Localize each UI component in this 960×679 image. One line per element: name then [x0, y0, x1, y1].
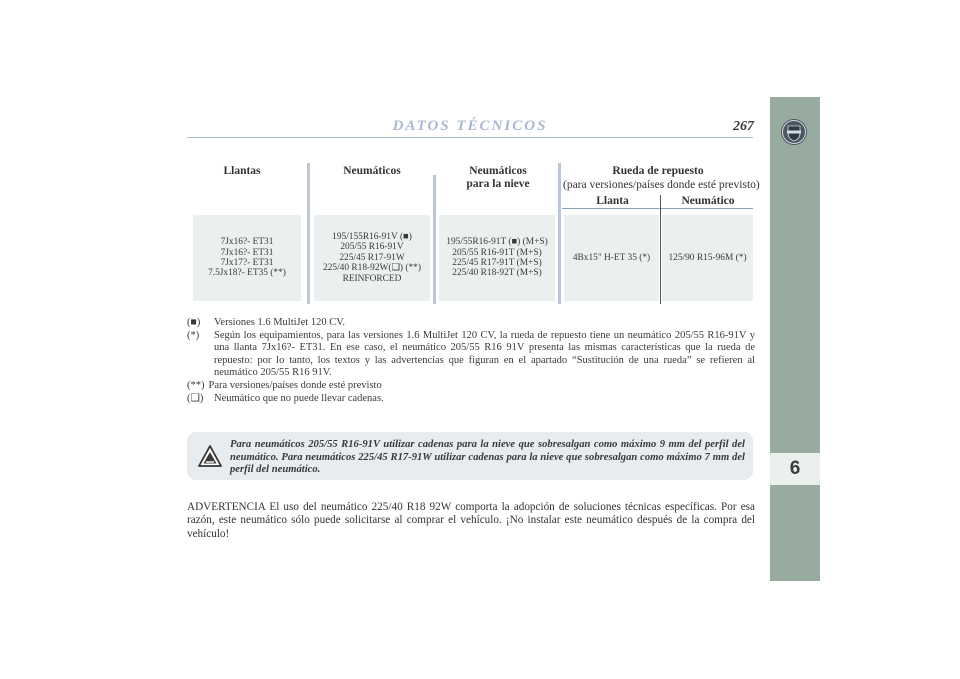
header-divider [187, 137, 753, 138]
rim-spec: 7.5Jx18?- ET35 (**) [208, 268, 286, 279]
warning-text: Para neumáticos 205/55 R16-91V utilizar cadenas para la nieve que sobresalgan como máximo 9 mm del perfil del neumático. Para neumáticos 225/45 R17-91W utilizar cadenas para la nieve que sobresalgan como máximo 7 mm del perfil del neumático. [230, 439, 745, 476]
tyre-spec: 205/55 R16-91V [340, 242, 404, 253]
lancia-shield-icon [780, 118, 808, 146]
tyre-spec: 225/40 R18-92W(❑) (**) [323, 263, 421, 274]
spare-tyre-cell [662, 215, 753, 301]
spare-tyre-spec: 125/90 R15-96M (*) [668, 252, 747, 263]
header-tyres: Neumáticos [343, 165, 401, 177]
footnote [187, 330, 755, 380]
footnote-text: Versiones 1.6 MultiJet 120 CV. [214, 317, 346, 328]
footnote [187, 380, 755, 393]
snow-tyre-spec: 195/55R16-91T (■) (M+S) [446, 237, 548, 248]
header-spare-tyre: Neumático [681, 195, 735, 207]
spare-rim-spec: 4Bx15" H-ET 35 (*) [572, 252, 651, 263]
rims-cell [193, 215, 301, 301]
footnote-text: Según los equipamientos, para las versiones 1.6 MultiJet 120 CV, la rueda de repuesto tiene un neumático 205/55 R16-91V y una llanta 7Jx16?- ET31. En ese caso, el neumático 205/55 R16 91V presenta las mismas características que la rueda de repuesto: por lo tanto, los textos y las advertencias que figuran en el apartado “Sustitución de una rueda” se refieren al neumático 205/55 R16 91V. [214, 329, 755, 379]
spare-subdivider [660, 195, 661, 304]
advertencia-paragraph: ADVERTENCIA El uso del neumático 225/40 R18 92W comporta la adopción de soluciones técnicas específicas. Por esa razón, este neumático sólo puede solicitarse al comprar el vehículo. ¡No instalar este neumático después de la compra del vehículo! [187, 501, 755, 540]
header-snow-tyres-line2: para la nieve [466, 178, 530, 190]
snow-tyre-spec: 225/40 R18-92T (M+S) [452, 268, 542, 279]
tyre-spec: 225/45 R17-91W [339, 252, 405, 263]
tyres-cell [314, 215, 430, 301]
footnote-mark: (*) [187, 329, 200, 341]
spare-rim-cell [564, 215, 659, 301]
snow-tyre-spec: 205/55 R16-91T (M+S) [452, 247, 542, 258]
footnote [187, 317, 755, 330]
snow-tyre-spec: 225/45 R17-91T (M+S) [452, 258, 542, 268]
rim-spec: 7Jx16?- ET31 [220, 247, 274, 258]
page-number: 267 [733, 119, 754, 134]
header-snow-tyres [440, 165, 556, 191]
rim-spec: 7Jx16?- ET31 [220, 237, 274, 248]
footnote-mark: (■) [187, 317, 201, 328]
footnotes [187, 317, 755, 405]
tyre-spec: REINFORCED [342, 273, 402, 284]
column-divider [433, 175, 436, 304]
header-spare-rim: Llanta [596, 195, 629, 207]
header-spare-wheel: Rueda de repuesto [612, 165, 704, 177]
header-rims: Llantas [223, 165, 261, 177]
chapter-side-tab [770, 97, 820, 581]
section-title: DATOS TÉCNICOS [392, 118, 548, 134]
footnote [187, 393, 755, 406]
chapter-indicator [770, 453, 820, 485]
warning-box [187, 432, 753, 480]
tyre-spec: 195/155R16-91V (■) [332, 231, 412, 242]
footnote-mark: (**) [187, 379, 205, 391]
spare-header-rule [562, 208, 753, 209]
warning-triangle-icon [198, 445, 222, 467]
rim-spec: 7Jx17?- ET31 [220, 258, 274, 268]
chapter-number: 6 [789, 458, 801, 479]
footnote-text: Neumático que no puede llevar cadenas. [214, 392, 384, 404]
footnote-text: Para versiones/países donde esté previsto [208, 379, 382, 391]
column-divider [558, 163, 561, 304]
header-spare-subtitle: (para versiones/países donde esté previsto) [563, 179, 760, 191]
snow-tyres-cell [439, 215, 555, 301]
footnote-mark: (❑) [187, 392, 204, 404]
header-snow-tyres-line1: Neumáticos [469, 165, 527, 177]
column-divider [307, 163, 310, 304]
